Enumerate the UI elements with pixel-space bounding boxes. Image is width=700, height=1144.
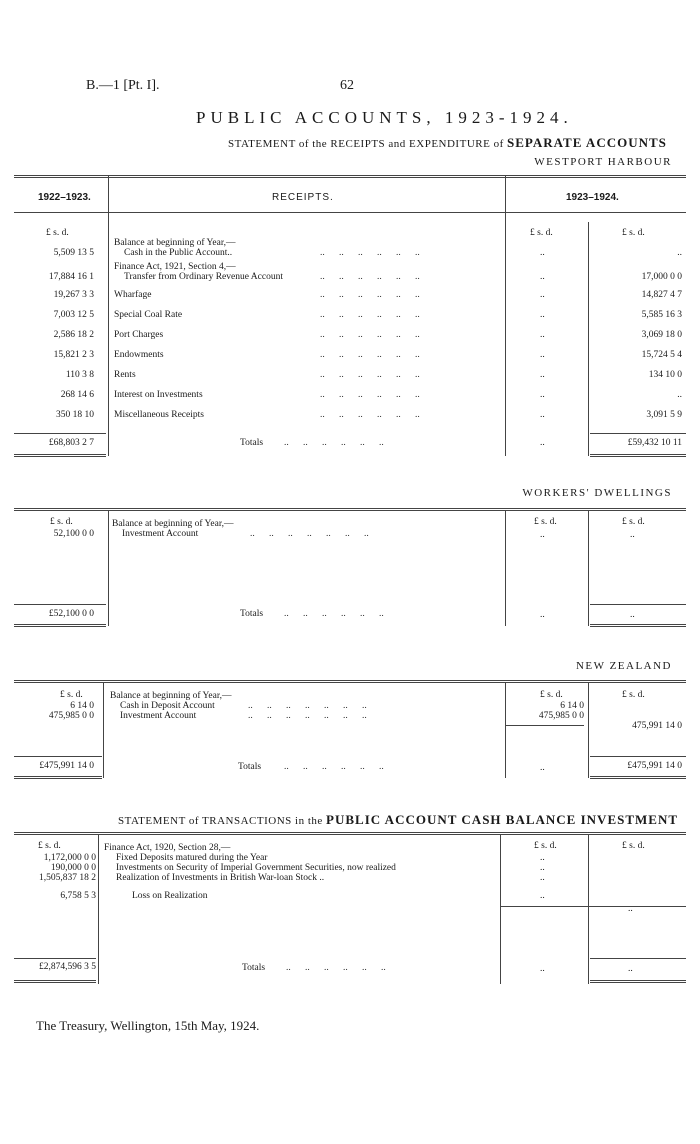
westport-row-mid: ..: [540, 410, 545, 420]
westport-row-dots: .. .. .. .. .. ..: [320, 248, 420, 258]
nz-prev-unit: £ s. d.: [60, 690, 83, 700]
transactions-row-mid: ..: [540, 853, 545, 863]
westport-row-dots: .. .. .. .. .. ..: [320, 272, 420, 282]
transactions-row-label: Fixed Deposits matured during the Year: [116, 853, 268, 863]
westport-row-label: Transfer from Ordinary Revenue Account: [124, 272, 283, 282]
nz-totals-dots: .. .. .. .. .. ..: [284, 762, 384, 772]
transactions-total-mid: ..: [540, 964, 545, 974]
westport-row-curr: 17,000 0 0: [641, 272, 682, 282]
footer-signature: The Treasury, Wellington, 15th May, 1924.: [36, 1018, 260, 1033]
transactions-heading: [118, 812, 678, 828]
westport-row-prev: 110 3 8: [65, 370, 94, 380]
westport-total-prev: £68,803 2 7: [48, 438, 94, 448]
westport-row-mid: ..: [540, 248, 545, 258]
westport-row-curr: 5,585 16 3: [641, 310, 682, 320]
westport-row-prev: 5,509 13 5: [53, 248, 94, 258]
westport-row-label-heading: Finance Act, 1921, Section 4,—: [114, 262, 236, 272]
nz-label3: Investment Account: [120, 711, 197, 721]
transactions-prefix: STATEMENT of TRANSACTIONS in the: [118, 815, 323, 827]
westport-row-dots: .. .. .. .. .. ..: [320, 350, 420, 360]
westport-row-prev: 17,884 16 1: [48, 272, 94, 282]
westport-totals-dots: .. .. .. .. .. ..: [284, 438, 384, 448]
westport-row-dots: .. .. .. .. .. ..: [320, 370, 420, 380]
nz-total-mid: ..: [540, 763, 545, 773]
westport-row-mid: ..: [540, 370, 545, 380]
workers-dots: .. .. .. .. .. .. ..: [250, 529, 369, 539]
westport-row-label: Special Coal Rate: [114, 310, 183, 320]
westport-row-mid: ..: [540, 350, 545, 360]
westport-row-curr: ..: [677, 248, 682, 258]
workers-prev-unit: £ s. d.: [50, 517, 73, 527]
nz-dots1: .. .. .. .. .. .. ..: [248, 701, 367, 711]
nz-label2: Cash in Deposit Account: [120, 701, 215, 711]
westport-row-curr: 3,069 18 0: [641, 330, 682, 340]
westport-row-prev: 7,003 12 5: [53, 310, 94, 320]
transactions-row-prev: 190,000 0 0: [50, 863, 96, 873]
workers-curr: ..: [630, 530, 635, 540]
westport-totals-label: Totals: [240, 438, 264, 448]
transactions-prev-unit: £ s. d.: [38, 841, 61, 851]
nz-heading: NEW ZEALAND: [575, 660, 672, 672]
transactions-total-prev: £2,874,596 3 5: [39, 962, 96, 972]
westport-heading: WESTPORT HARBOUR: [534, 156, 672, 168]
workers-label2: Investment Account: [122, 529, 199, 539]
westport-row-label: Interest on Investments: [114, 390, 203, 400]
westport-row-label-heading: Balance at beginning of Year,—: [114, 238, 236, 248]
westport-row-mid: ..: [540, 310, 545, 320]
westport-col-receipts: RECEIPTS.: [272, 192, 334, 203]
nz-mid-unit: £ s. d.: [540, 690, 563, 700]
workers-prev: 52,100 0 0: [53, 529, 94, 539]
workers-mid: ..: [540, 530, 545, 540]
workers-total-prev: £52,100 0 0: [48, 609, 94, 619]
workers-label1: Balance at beginning of Year,—: [112, 519, 234, 529]
westport-row-mid: ..: [540, 390, 545, 400]
transactions-curr: ..: [628, 904, 633, 914]
nz-dots2: .. .. .. .. .. .. ..: [248, 711, 367, 721]
transactions-row-prev: 6,758 5 3: [60, 891, 96, 901]
workers-heading: WORKERS' DWELLINGS: [522, 487, 672, 499]
page-title: PUBLIC ACCOUNTS, 1923-1924.: [196, 108, 573, 127]
westport-row-prev: 350 18 10: [56, 410, 94, 420]
workers-curr-unit: £ s. d.: [622, 517, 645, 527]
nz-mid1: 6 14 0: [560, 701, 584, 711]
transactions-row-label: Finance Act, 1920, Section 28,—: [104, 843, 231, 853]
westport-curr-unit: £ s. d.: [622, 228, 645, 238]
workers-totals-dots: .. .. .. .. .. ..: [284, 609, 384, 619]
westport-row-prev: 19,267 3 3: [53, 290, 94, 300]
transactions-row-prev: 1,505,837 18 2: [39, 873, 96, 883]
westport-row-dots: .. .. .. .. .. ..: [320, 330, 420, 340]
transactions-curr-unit: £ s. d.: [622, 841, 645, 851]
westport-row-curr: 134 10 0: [648, 370, 682, 380]
westport-row-curr: ..: [677, 390, 682, 400]
westport-row-label: Cash in the Public Account..: [124, 248, 233, 258]
nz-total-prev: £475,991 14 0: [39, 761, 94, 771]
workers-total-curr: ..: [630, 610, 635, 620]
workers-mid-unit: £ s. d.: [534, 517, 557, 527]
nz-mid2: 475,985 0 0: [538, 711, 584, 721]
transactions-row-label: Loss on Realization: [132, 891, 208, 901]
westport-row-curr: 14,827 4 7: [641, 290, 682, 300]
transactions-row-mid: ..: [540, 863, 545, 873]
westport-row-label: Rents: [114, 370, 136, 380]
workers-total-mid: ..: [540, 610, 545, 620]
westport-col-curr: 1923–1924.: [566, 192, 619, 203]
westport-row-label: Miscellaneous Receipts: [114, 410, 204, 420]
westport-row-mid: ..: [540, 272, 545, 282]
westport-row-mid: ..: [540, 290, 545, 300]
westport-row-curr: 3,091 5 9: [646, 410, 682, 420]
workers-totals-label: Totals: [240, 609, 264, 619]
transactions-bold: PUBLIC ACCOUNT CASH BALANCE INVESTMENT: [326, 812, 679, 827]
transactions-total-curr: ..: [628, 964, 633, 974]
nz-prev1: 6 14 0: [70, 701, 94, 711]
transactions-mid-unit: £ s. d.: [534, 841, 557, 851]
westport-row-prev: 15,821 2 3: [53, 350, 94, 360]
westport-row-dots: .. .. .. .. .. ..: [320, 390, 420, 400]
nz-totals-label: Totals: [238, 762, 262, 772]
statement-heading: [228, 135, 667, 151]
nz-label1: Balance at beginning of Year,—: [110, 691, 232, 701]
nz-curr: 475,991 14 0: [632, 721, 682, 731]
westport-row-dots: .. .. .. .. .. ..: [320, 310, 420, 320]
transactions-row-label: Investments on Security of Imperial Government Securities, now realized: [116, 863, 396, 873]
westport-row-dots: .. .. .. .. .. ..: [320, 290, 420, 300]
westport-row-label: Port Charges: [114, 330, 164, 340]
page-number: 62: [340, 78, 354, 93]
westport-col-prev: 1922–1923.: [38, 192, 91, 203]
westport-row-mid: ..: [540, 330, 545, 340]
document-reference: B.—1 [Pt. I].: [86, 78, 160, 93]
westport-total-mid: ..: [540, 438, 545, 448]
nz-total-curr: £475,991 14 0: [627, 761, 682, 771]
westport-prev-unit: £ s. d.: [46, 228, 69, 238]
westport-total-curr: £59,432 10 11: [627, 438, 682, 448]
westport-row-prev: 268 14 6: [60, 390, 94, 400]
transactions-totals-label: Totals: [242, 963, 266, 973]
statement-prefix: STATEMENT of the RECEIPTS and EXPENDITURE of: [228, 138, 504, 150]
westport-row-label: Endowments: [114, 350, 164, 360]
transactions-row-prev: 1,172,000 0 0: [43, 853, 96, 863]
nz-prev2: 475,985 0 0: [48, 711, 94, 721]
westport-row-dots: .. .. .. .. .. ..: [320, 410, 420, 420]
westport-row-label: Wharfage: [114, 290, 152, 300]
westport-mid-unit: £ s. d.: [530, 228, 553, 238]
transactions-row-mid: ..: [540, 891, 545, 901]
statement-bold: SEPARATE ACCOUNTS: [506, 135, 667, 150]
transactions-row-mid: ..: [540, 873, 545, 883]
westport-row-curr: 15,724 5 4: [641, 350, 682, 360]
transactions-totals-dots: .. .. .. .. .. ..: [286, 963, 386, 973]
nz-curr-unit: £ s. d.: [622, 690, 645, 700]
transactions-row-label: Realization of Investments in British War-loan Stock ..: [116, 873, 325, 883]
westport-row-prev: 2,586 18 2: [53, 330, 94, 340]
